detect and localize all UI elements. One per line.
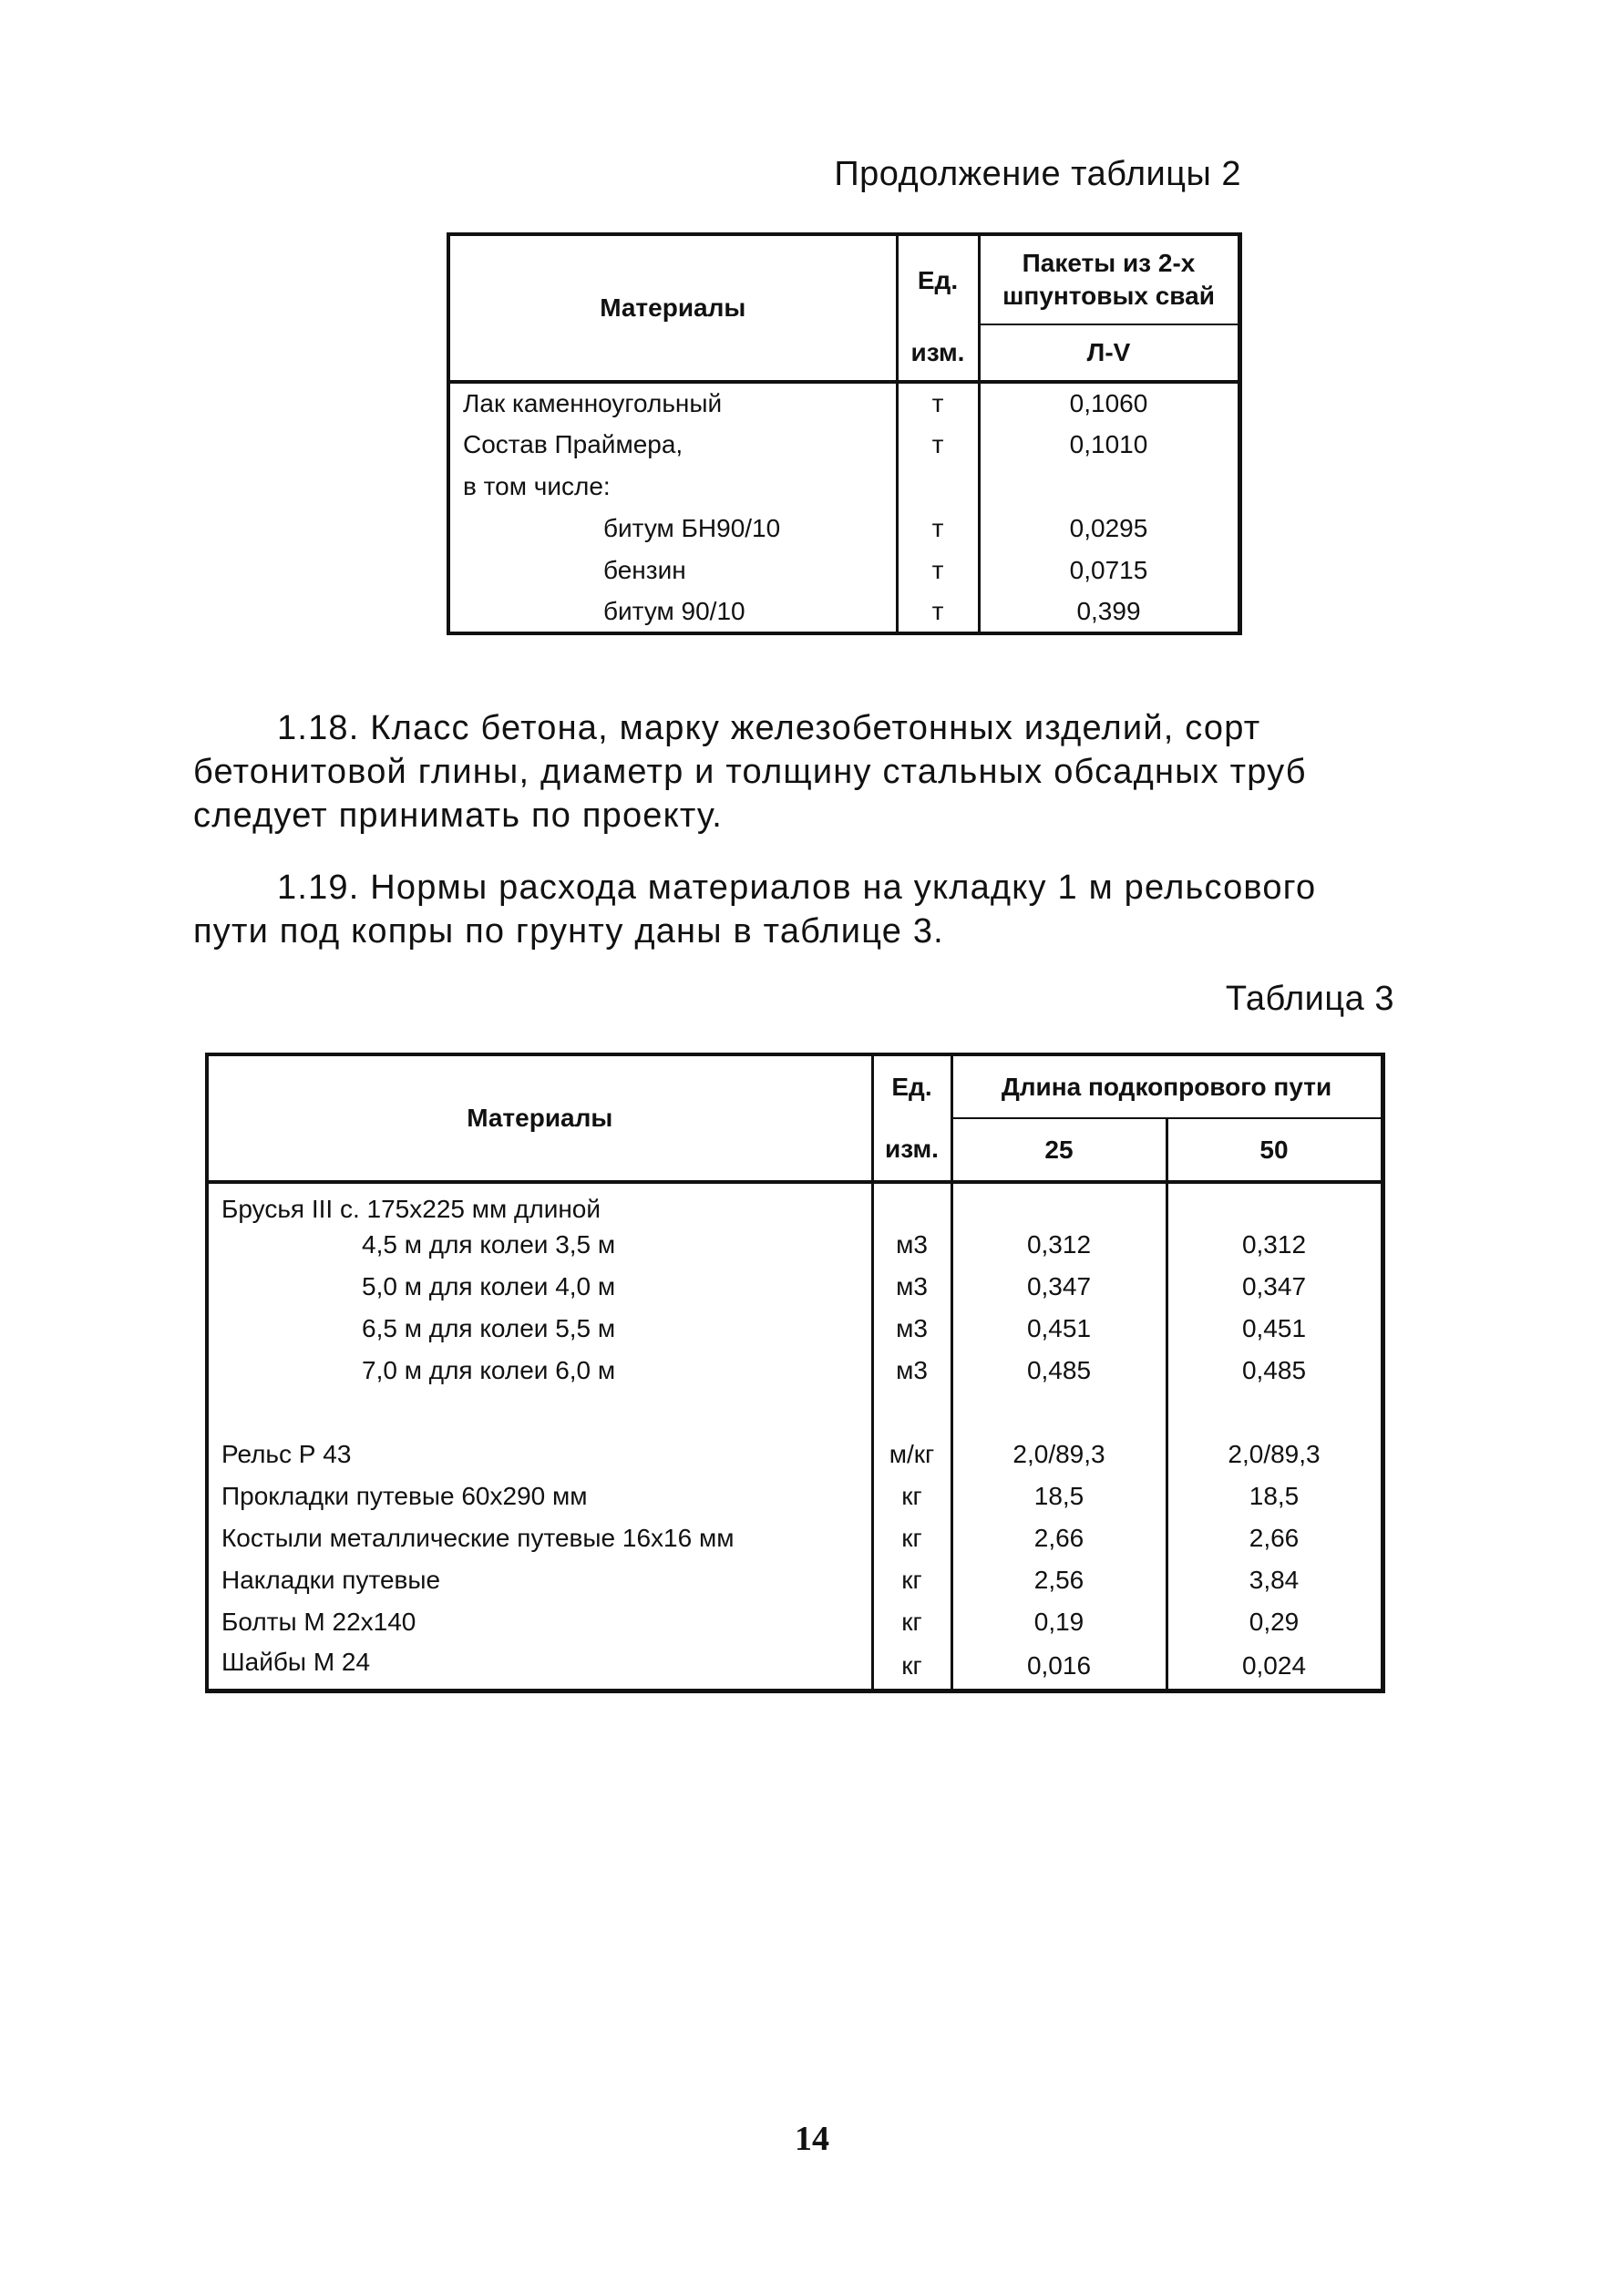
table3-cell-unit: м3 <box>872 1350 951 1392</box>
table3-cell-name: 6,5 м для колеи 5,5 м <box>362 1314 616 1342</box>
table2-cell-value: 0,399 <box>979 591 1239 633</box>
table2-cell-unit: т <box>897 550 979 591</box>
table3-cell-unit: кг <box>872 1601 951 1643</box>
table2-cell-value <box>979 466 1239 508</box>
table3-cell-v50: 0,451 <box>1167 1308 1382 1350</box>
table-3 <box>205 1053 1385 1693</box>
table-row <box>207 1643 1382 1691</box>
table2-cell-name: Состав Праймера, <box>463 430 684 458</box>
table-row <box>207 1182 1382 1224</box>
table3-cell-unit: м3 <box>872 1224 951 1266</box>
table-row <box>448 424 1239 466</box>
table2-cell-unit: т <box>897 382 979 424</box>
table3-cell-v25: 0,485 <box>951 1350 1167 1392</box>
table2-cell-unit: т <box>897 424 979 466</box>
table3-cell-unit: м3 <box>872 1308 951 1350</box>
table3-cell-v25: 2,56 <box>951 1559 1167 1601</box>
table3-cell-v50: 18,5 <box>1167 1475 1382 1517</box>
table3-header-unit-top: Ед. <box>872 1054 951 1118</box>
table2-cell-name: битум БН90/10 <box>603 514 781 542</box>
table3-header-group: Длина подкопрового пути <box>951 1054 1382 1118</box>
table3-cell-unit: кг <box>872 1559 951 1601</box>
table3-cell-v50: 0,485 <box>1167 1350 1382 1392</box>
table3-cell-unit: кг <box>872 1517 951 1559</box>
table3-cell-name: Прокладки путевые 60х290 мм <box>221 1482 588 1510</box>
table3-cell-unit: м/кг <box>872 1434 951 1475</box>
table3-cell-name: Рельс Р 43 <box>221 1440 352 1468</box>
table2-cell-value: 0,0295 <box>979 508 1239 550</box>
table-row <box>448 550 1239 591</box>
table-row <box>207 1224 1382 1266</box>
table3-cell-name: 7,0 м для колеи 6,0 м <box>362 1356 616 1384</box>
table3-cell-name: 4,5 м для колеи 3,5 м <box>362 1230 616 1259</box>
table2-header-col: Л-V <box>979 324 1239 382</box>
table-row <box>448 508 1239 550</box>
table3-cell-v50: 3,84 <box>1167 1559 1382 1601</box>
table3-cell-v50: 0,024 <box>1167 1643 1382 1691</box>
table2-header-unit-top: Ед. <box>897 234 979 324</box>
table2-header-materials: Материалы <box>448 234 897 382</box>
table3-cell-name: Болты М 22х140 <box>221 1608 416 1636</box>
table3-cell-v25: 18,5 <box>951 1475 1167 1517</box>
table3-header-materials: Материалы <box>207 1054 872 1182</box>
table3-cell-v25: 0,19 <box>951 1601 1167 1643</box>
table2-cell-name: в том числе: <box>463 472 611 500</box>
table2-cell-unit: т <box>897 591 979 633</box>
table2-cell-unit <box>897 466 979 508</box>
table2-cell-value: 0,1010 <box>979 424 1239 466</box>
table3-cell-v25: 2,0/89,3 <box>951 1434 1167 1475</box>
table3-cell-name: Костыли металлические путевые 16х16 мм <box>221 1524 735 1552</box>
table3-cell-v25: 2,66 <box>951 1517 1167 1559</box>
table3-header-col-25: 25 <box>951 1118 1167 1182</box>
table3-header-col-50: 50 <box>1167 1118 1382 1182</box>
table3-caption: Таблица 3 <box>1225 980 1394 1018</box>
table3-header-unit-bottom: изм. <box>872 1118 951 1182</box>
paragraph-1-19-text: 1.19. Нормы расхода материалов на укладку 1 м рельсового пути под копры по грунту даны в таблице 3. <box>193 868 1317 951</box>
table-row <box>448 466 1239 508</box>
table2-cell-name: битум 90/10 <box>603 597 745 625</box>
table3-cell-name: Шайбы М 24 <box>221 1647 371 1676</box>
table3-cell-unit: м3 <box>872 1266 951 1308</box>
table3-cell-v50: 2,66 <box>1167 1517 1382 1559</box>
table3-cell-v50: 0,312 <box>1167 1224 1382 1266</box>
table2-header-group: Пакеты из 2-х шпунтовых свай <box>979 234 1239 324</box>
table3-cell-unit: кг <box>872 1475 951 1517</box>
paragraph-1-19 <box>193 866 1398 953</box>
table3-cell-unit: кг <box>872 1643 951 1691</box>
table3-cell-v25: 0,312 <box>951 1224 1167 1266</box>
table3-cell-v50: 0,347 <box>1167 1266 1382 1308</box>
page-number: 14 <box>795 2120 829 2158</box>
table3-cell-v25: 0,016 <box>951 1643 1167 1691</box>
table2-cell-unit: т <box>897 508 979 550</box>
table2-cell-name: бензин <box>603 556 686 584</box>
table3-cell-v50: 2,0/89,3 <box>1167 1434 1382 1475</box>
table2-cell-value: 0,0715 <box>979 550 1239 591</box>
table-row <box>207 1350 1382 1392</box>
table2-caption: Продолжение таблицы 2 <box>834 155 1241 193</box>
table-row <box>207 1434 1382 1475</box>
paragraph-1-18-text: 1.18. Класс бетона, марку железобетонных изделий, сорт бетонитовой глины, диаметр и толщину стальных обсадных труб следует принимать по проекту. <box>193 709 1307 835</box>
table-row <box>207 1517 1382 1559</box>
table-row <box>207 1475 1382 1517</box>
table-row <box>448 591 1239 633</box>
paragraph-1-18 <box>193 706 1398 838</box>
table3-cell-v50: 0,29 <box>1167 1601 1382 1643</box>
table3-cell-name: Накладки путевые <box>221 1566 441 1594</box>
table-row <box>207 1559 1382 1601</box>
table3-group-title: Брусья III с. 175х225 мм длиной <box>221 1195 601 1223</box>
table3-cell-v25: 0,451 <box>951 1308 1167 1350</box>
table-row <box>448 382 1239 424</box>
table-row <box>207 1601 1382 1643</box>
table2-cell-value: 0,1060 <box>979 382 1239 424</box>
table3-cell-name: 5,0 м для колеи 4,0 м <box>362 1272 616 1300</box>
table-2 <box>447 232 1242 635</box>
table3-cell-v25: 0,347 <box>951 1266 1167 1308</box>
table-row <box>207 1308 1382 1350</box>
table-row <box>207 1266 1382 1308</box>
table2-header-unit-bottom: изм. <box>897 324 979 382</box>
table2-cell-name: Лак каменноугольный <box>463 389 723 417</box>
table-spacer-row <box>207 1392 1382 1434</box>
